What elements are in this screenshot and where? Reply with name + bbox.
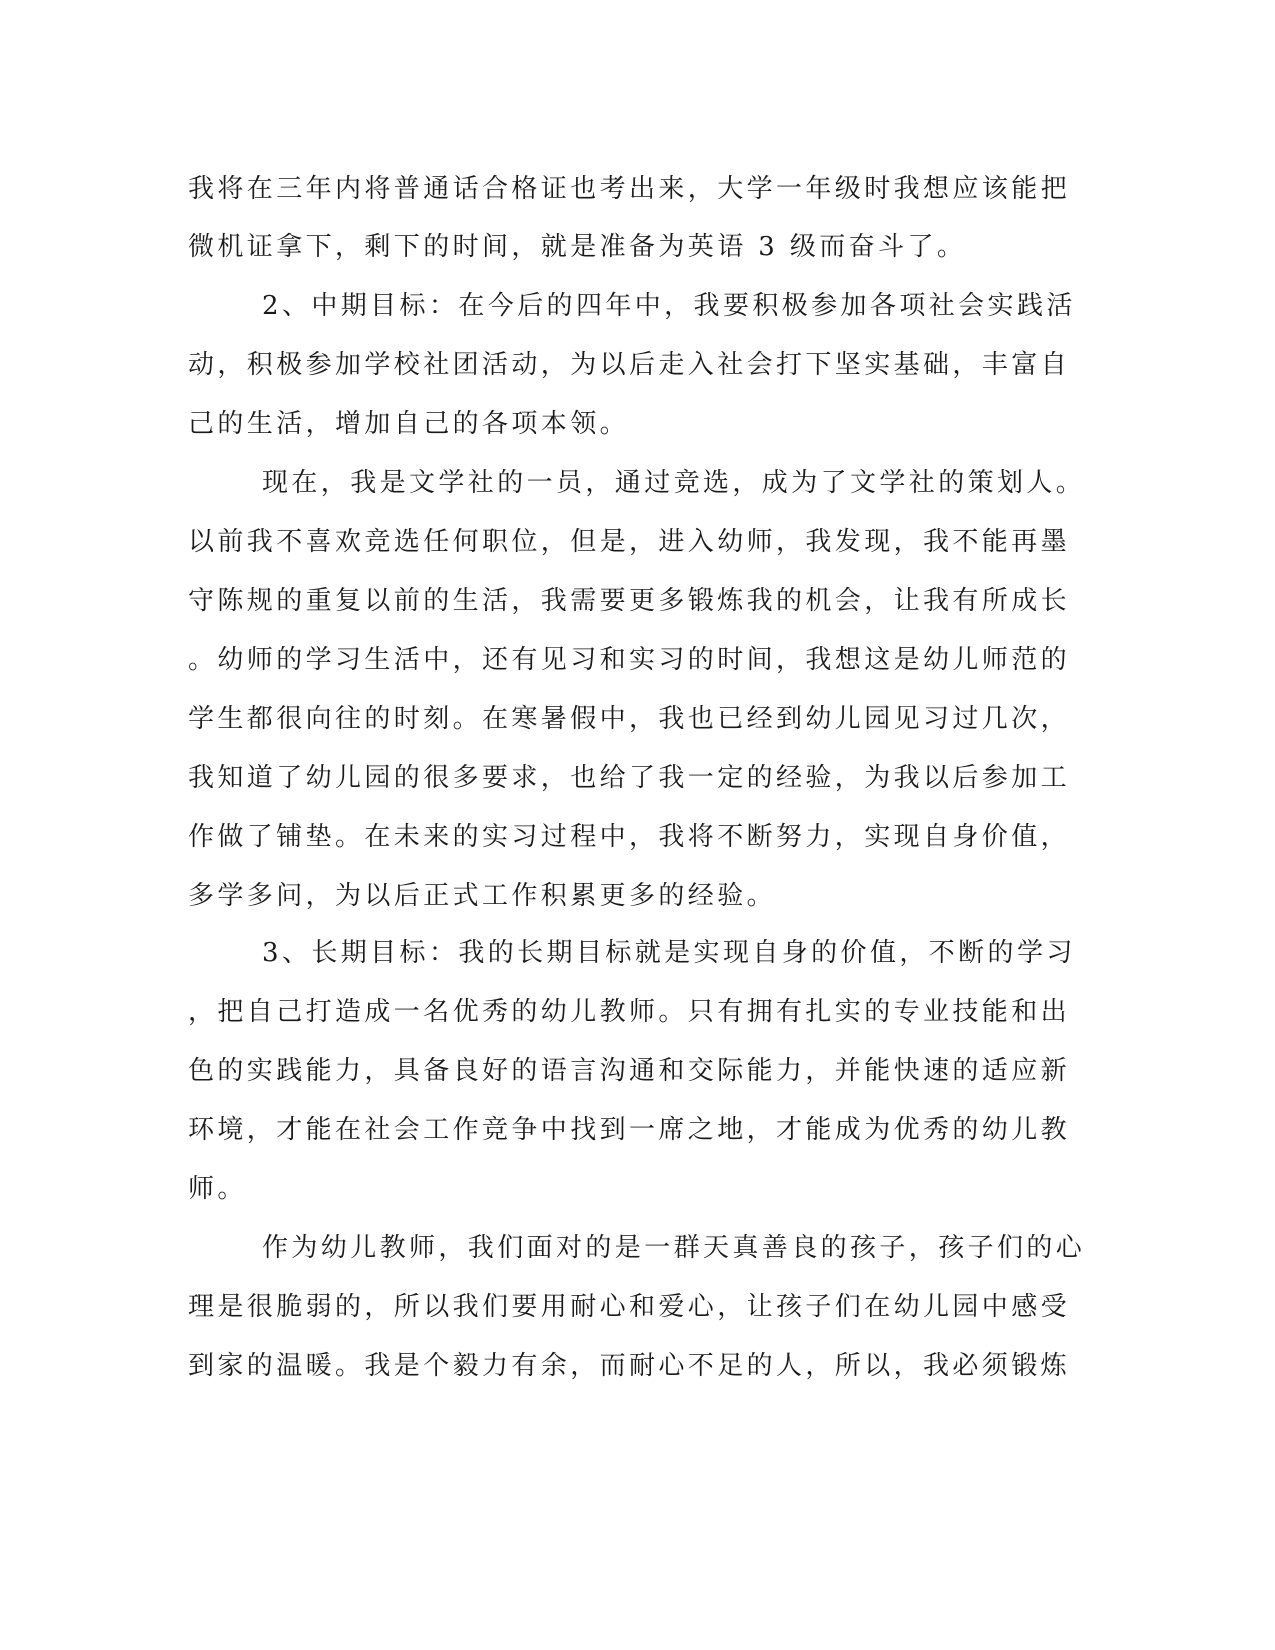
text-line: 作做了铺垫。在未来的实习过程中，我将不断努力，实现自身价值， xyxy=(188,822,1071,852)
text-line: 理是很脆弱的，所以我们要用耐心和爱心，让孩子们在幼儿园中感受 xyxy=(188,1292,1071,1322)
text-line: 到家的温暖。我是个毅力有余，而耐心不足的人，所以，我必须锻炼 xyxy=(188,1351,1071,1381)
text-line: 己的生活，增加自己的各项本领。 xyxy=(188,409,630,439)
text-line: 。幼师的学习生活中，还有见习和实习的时间，我想这是幼儿师范的 xyxy=(188,645,1071,675)
paragraph-first-line: 作为幼儿教师，我们面对的是一群天真善良的孩子，孩子们的心 xyxy=(262,1233,1086,1263)
paragraph-first-line: 2、中期目标：在今后的四年中，我要积极参加各项社会实践活 xyxy=(262,291,1076,321)
text-line: 守陈规的重复以前的生活，我需要更多锻炼我的机会，让我有所成长 xyxy=(188,586,1071,616)
text-line: 师。 xyxy=(188,1174,247,1204)
text-line: ，把自己打造成一名优秀的幼儿教师。只有拥有扎实的专业技能和出 xyxy=(188,997,1071,1027)
text-line: 我知道了幼儿园的很多要求，也给了我一定的经验，为我以后参加工 xyxy=(188,763,1071,793)
text-line: 微机证拿下，剩下的时间，就是准备为英语 3 级而奋斗了。 xyxy=(188,232,967,262)
text-line: 以前我不喜欢竞选任何职位，但是，进入幼师，我发现，我不能再墨 xyxy=(188,527,1071,557)
text-line: 环境，才能在社会工作竞争中找到一席之地，才能成为优秀的幼儿教 xyxy=(188,1115,1071,1145)
paragraph-first-line: 3、长期目标：我的长期目标就是实现自身的价值，不断的学习 xyxy=(262,938,1076,968)
text-line: 多学多问，为以后正式工作积累更多的经验。 xyxy=(188,881,777,911)
text-line: 动，积极参加学校社团活动，为以后走入社会打下坚实基础，丰富自 xyxy=(188,350,1071,380)
paragraph-first-line: 现在，我是文学社的一员，通过竞选，成为了文学社的策划人。 xyxy=(262,468,1086,498)
text-line: 我将在三年内将普通话合格证也考出来，大学一年级时我想应该能把 xyxy=(188,174,1071,204)
text-line: 色的实践能力，具备良好的语言沟通和交际能力，并能快速的适应新 xyxy=(188,1056,1071,1086)
text-line: 学生都很向往的时刻。在寒暑假中，我也已经到幼儿园见习过几次， xyxy=(188,704,1071,734)
